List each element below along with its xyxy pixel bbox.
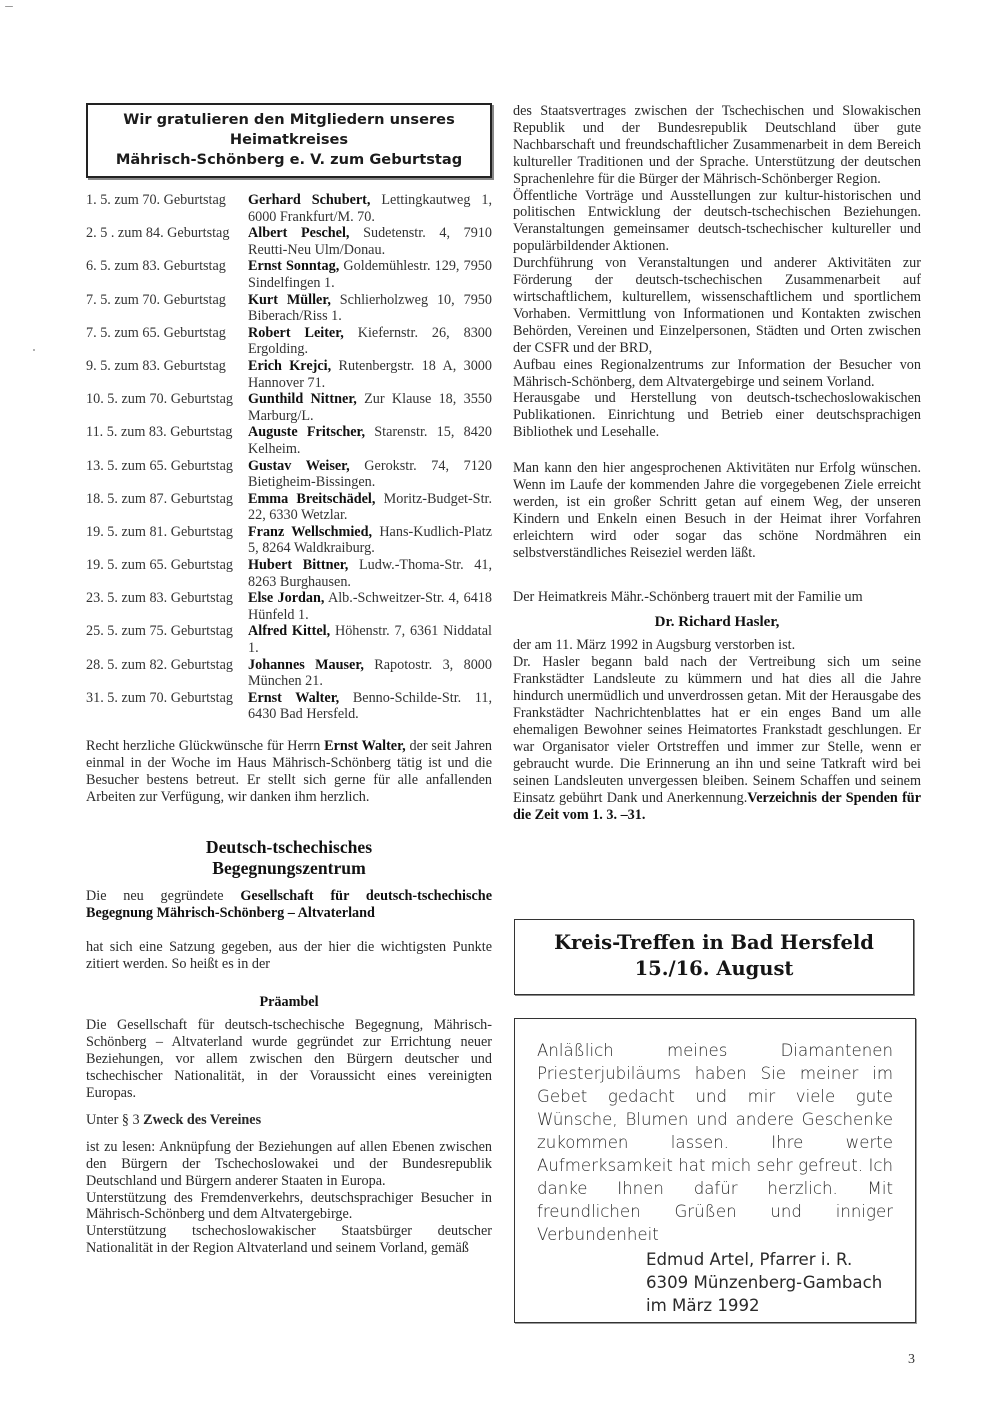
obituary-line: der am 11. März 1992 in Augsburg verstorben ist.: [513, 637, 796, 654]
member-address: Moritz-Budget-Str. 22, 6330 Wetzlar.: [248, 490, 492, 524]
member-address: Kiefernstr. 26, 8300 Ergolding.: [248, 324, 492, 358]
left-column: [86, 103, 492, 1257]
obituary-name: Dr. Richard Hasler,: [654, 614, 780, 631]
member-name: Albert Peschel,: [248, 225, 350, 242]
birthday-date: 25. 5. zum 75. Geburtstag: [86, 623, 233, 640]
birthday-date: 6. 5. zum 83. Geburtstag: [86, 258, 226, 275]
birthday-list: [86, 192, 492, 723]
birthday-entry: [86, 258, 492, 291]
birthday-date: 11. 5. zum 83. Geburtstag: [86, 424, 233, 441]
letter-signature: Edmud Artel, Pfarrer i. R. 6309 Münzenberg-Gambach im März 1992: [646, 1250, 883, 1315]
birthday-date: 31. 5. zum 70. Geburtstag: [86, 689, 233, 706]
obituary-text: Dr. Hasler begann bald nach der Vertreibung sich um seine Frankstädter Landsleute zu kümmern und hat dies all die Jahre hindurch unermüdlich und unverdrossen getan. Mit der Herausgabe des Frankstädter Nachrichtenblattes hat er ein enges Band um alle ehemaligen Bewohner seines Heimatortes Frankstadt geschlungen. Er war Organisator vieler Ortstreffen und immer zur Stelle, wenn er gebraucht wurde. Die Erinnerung an ihn und seine Tatkraft wird bei seinen Landsleuten unvergessen bleiben. Seinem Schaffen und seinem Einsatz gebührt Dank und Anerkennung.Verzeichnis der Spenden für die Zeit vom 1. 3. –31.: [513, 654, 921, 823]
society-name: Gesellschaft für deutsch-tschechische Begegnung Mährisch-Schönberg – Altvaterland: [86, 887, 492, 921]
continued-paragraph: Herausgabe und Herstellung von deutsch-tschechoslowakischen Publikationen. Einrichtung und Betrieb einer deutschsprachigen Bibliothek und Lesehalle.: [513, 390, 921, 441]
birthday-date: 13. 5. zum 65. Geburtstag: [86, 457, 233, 474]
intro-paragraph: Die neu gegründete Gesellschaft für deutsch-tschechische Begegnung Mährisch-Schönberg – Altvaterland: [86, 887, 492, 921]
event-date: 15./16. August: [634, 957, 794, 980]
birthday-header-line1: Wir gratulieren den Mitgliedern unseres Heimatkreises: [123, 111, 455, 148]
purpose-paragraph: Unterstützung tschechoslowakischer Staatsbürger deutscher Nationalität in der Region Altvaterland und seinem Vorland, gemäß: [86, 1223, 492, 1257]
letter-body: Anläßlich meines Diamantenen Priesterjubiläums haben Sie meiner im Gebet gedacht und mir viele gute Wünsche, Blumen und andere Geschenke zukommen lassen. Ihre werte Aufmerksamkeit hat mich sehr gefreut. Ich danke Ihnen dafür herzlich. Mit freundlichen Grüßen und inniger Verbundenheit: [537, 1041, 893, 1244]
member-address: Rutenbergstr. 18 A, 3000 Hannover 71.: [248, 357, 492, 391]
obituary-intro: Der Heimatkreis Mähr.-Schönberg trauert mit der Familie um: [513, 588, 863, 605]
member-name: Erich Krejci,: [248, 357, 332, 374]
member-name: Ernst Walter,: [248, 689, 340, 706]
birthday-entry: [86, 690, 492, 723]
scan-speck: [5, 6, 13, 7]
purpose-heading: Unter § 3 Zweck des Vereines: [86, 1111, 262, 1128]
scan-speck: [33, 349, 35, 351]
purpose-paragraph: ist zu lesen: Anknüpfung der Beziehungen auf allen Ebenen zwischen den Bürgern der Tschechoslowakei und der Bundesrepublik Deutschland und Bürgern anderer Staaten in Europa.: [86, 1138, 492, 1189]
thanks-paragraph: Recht herzliche Glückwünsche für Herrn Ernst Walter, der seit Jahren einmal in der Woche im Haus Mährisch-Schönberg tätig ist und die Besucher bestens betreut. Er stellt sich gerne für alle anfallenden Arbeiten zur Verfügung, wir danken ihm herzlich.: [86, 738, 492, 805]
member-address: Sudetenstr. 4, 7910 Reutti-Neu Ulm/Donau.: [248, 225, 492, 258]
member-address: Benno-Schilde-Str. 11, 6430 Bad Hersfeld.: [248, 689, 492, 723]
birthday-entry: [86, 292, 492, 325]
member-name: Franz Wellschmied,: [248, 523, 373, 540]
member-name: Gerhard Schubert,: [248, 192, 371, 208]
birthday-date: 10. 5. zum 70. Geburtstag: [86, 391, 233, 408]
member-address: Gerokstr. 74, 7120 Bietigheim-Bissingen.: [248, 457, 492, 491]
birthday-entry: [86, 623, 492, 656]
preamble-heading: Präambel: [259, 994, 319, 1011]
page-number: 3: [908, 1352, 915, 1367]
continued-paragraph: Öffentliche Vorträge und Ausstellungen zur kultur-historischen und politischen Entwicklung der deutsch-tschechischen Beziehungen. Veranstaltungen gemeinsamer deutsch-tschechischer kultureller und populärbildender Aktionen.: [513, 187, 921, 255]
birthday-entry: [86, 491, 492, 524]
birthday-header-box: [86, 103, 492, 178]
event-announcement-box: [514, 919, 914, 995]
birthday-date: 1. 5. zum 70. Geburtstag: [86, 192, 226, 208]
member-name: Johannes Mauser,: [248, 656, 364, 673]
closing-paragraph: Man kann den hier angesprochenen Aktivitäten nur Erfolg wünschen. Wenn im Laufe der kommenden Jahre die vorgegebenen Ziele erreicht werden, ist ein großer Schritt getan auf einem Weg, der unseren Kindern und Enkeln einen Besuch in der Heimat ihrer Vorfahren erleichtern wird oder sogar das schöne Nordmähren ein selbstverständliches Reiseziel werden läßt.: [513, 460, 921, 561]
birthday-date: 19. 5. zum 65. Geburtstag: [86, 557, 233, 574]
birthday-date: 7. 5. zum 70. Geburtstag: [86, 291, 226, 308]
donations-heading: Verzeichnis der Spenden für die Zeit vom 1. 3. –31.: [513, 789, 921, 823]
birthday-date: 18. 5. zum 87. Geburtstag: [86, 490, 233, 507]
member-address: Alb.-Schweitzer-Str. 4, 6418 Hünfeld 1.: [248, 590, 492, 623]
birthday-entry: [86, 590, 492, 623]
birthday-entry: [86, 391, 492, 424]
member-address: Zur Klause 18, 3550 Marburg/L.: [248, 391, 492, 424]
member-address: Starenstr. 15, 8420 Kelheim.: [248, 424, 493, 457]
thank-you-letter-box: [514, 1018, 916, 1323]
intro-continuation: hat sich eine Satzung gegeben, aus der hier die wichtigsten Punkte zitiert werden. So heißt es in der: [86, 939, 492, 973]
right-column: [513, 103, 921, 823]
thanks-name: Ernst Walter,: [324, 738, 406, 754]
member-name: Emma Breitschädel,: [248, 490, 376, 507]
member-address: Lettingkautweg 1, 6000 Frankfurt/M. 70.: [248, 192, 492, 225]
birthday-header-line2: Mährisch-Schönberg e. V. zum Geburtstag: [115, 151, 463, 168]
birthday-date: 23. 5. zum 83. Geburtstag: [86, 590, 233, 607]
birthday-date: 2. 5 . zum 84. Geburtstag: [86, 225, 230, 242]
birthday-entry: [86, 524, 492, 557]
member-name: Kurt Müller,: [248, 291, 331, 308]
birthday-date: 28. 5. zum 82. Geburtstag: [86, 656, 233, 673]
member-address: Hans-Kudlich-Platz 5, 8264 Waldkraiburg.: [248, 523, 492, 557]
member-name: Gunthild Nittner,: [248, 391, 357, 408]
birthday-date: 7. 5. zum 65. Geburtstag: [86, 324, 226, 341]
birthday-entry: [86, 557, 492, 590]
purpose-paragraph: Unterstützung des Fremdenverkehrs, deutschsprachiger Besucher in Mährisch-Schönberg und dem Altvatergebirge.: [86, 1189, 492, 1223]
member-name: Gustav Weiser,: [248, 457, 350, 474]
continued-paragraph: Durchführung von Veranstaltungen und anderer Aktivitäten zur Förderung der deutsch-tschechischen Zusammenarbeit auf wirtschaftlichem, kulturellem, wissenschaftlichem und sportlichem Vorhaben. Vermittlung von Informationen und Kontakten zwischen Behörden, Vereinen und Einzelpersonen, Städten und Orten zwischen der CSFR und der BRD,: [513, 255, 921, 356]
birthday-entry: [86, 192, 492, 225]
event-title: Kreis-Treffen in Bad Hersfeld: [554, 931, 874, 954]
birthday-date: 9. 5. zum 83. Geburtstag: [86, 357, 226, 374]
birthday-entry: [86, 225, 492, 258]
member-name: Ernst Sonntag,: [248, 258, 340, 275]
birthday-entry: [86, 424, 492, 457]
birthday-entry: [86, 325, 492, 358]
birthday-entry: [86, 358, 492, 391]
member-address: Ludw.-Thoma-Str. 41, 8263 Burghausen.: [248, 557, 492, 590]
member-address: Schlierholzweg 10, 7950 Biberach/Riss 1.: [248, 291, 492, 325]
member-name: Else Jordan,: [248, 590, 325, 607]
member-name: Auguste Fritscher,: [248, 424, 366, 441]
preamble-text: Die Gesellschaft für deutsch-tschechische Begegnung, Mährisch-Schönberg – Altvaterland wurde gegründet zur Errichtung neuer Beziehungen, vor allem zwischen den Bürgern deutscher und tschechischer Nationalität, in der Voraussicht eines vereinigten Europas.: [86, 1017, 492, 1101]
continued-paragraph: Aufbau eines Regionalzentrums zur Information der Besucher von Mährisch-Schönberg, dem Altvatergebirge und seinem Vorland.: [513, 356, 921, 390]
continued-paragraph: des Staatsvertrages zwischen der Tschechischen und Slowakischen Republik und der Bundesrepublik Deutschland über gute Nachbarschaft und freundschaftlicher Zusammenarbeit in dem Bereich kultureller Traditionen und der Sprache. Unterstützung der deutschen Sprachenlehre für die Bürger der Mährisch-Schönberger Region.: [513, 103, 921, 187]
birthday-date: 19. 5. zum 81. Geburtstag: [86, 523, 233, 540]
member-address: Höhenstr. 7, 6361 Niddatal 1.: [248, 623, 492, 657]
member-address: Goldemühlestr. 129, 7950 Sindelfingen 1.: [248, 258, 492, 291]
member-name: Robert Leiter,: [248, 324, 344, 341]
birthday-entry: [86, 657, 492, 690]
member-name: Alfred Kittel,: [248, 623, 331, 640]
member-name: Hubert Bittner,: [248, 557, 349, 574]
member-address: Rapotostr. 3, 8000 München 21.: [248, 656, 492, 690]
section-title-begegnungszentrum: Deutsch-tschechisches Begegnungszentrum: [205, 836, 373, 878]
birthday-entry: [86, 458, 492, 491]
